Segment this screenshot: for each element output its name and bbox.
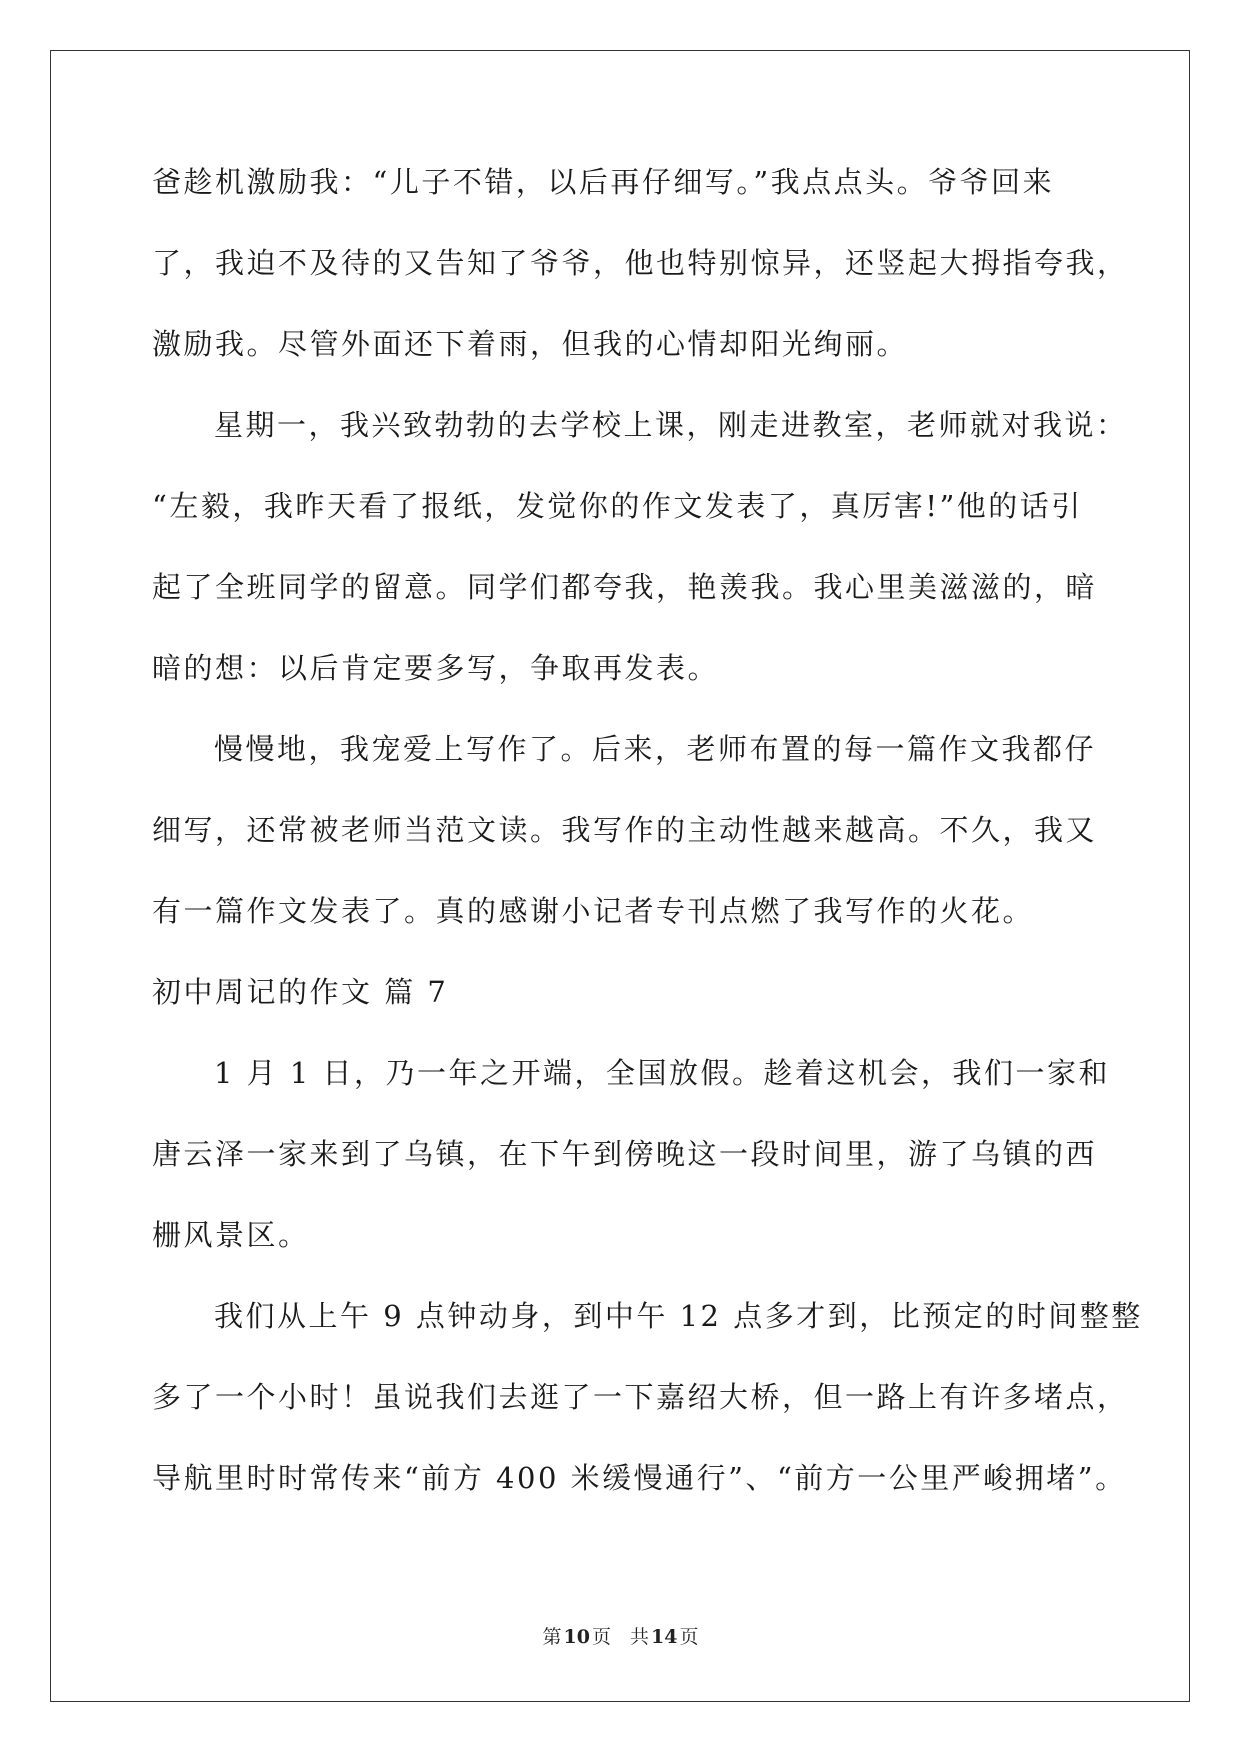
text-line: 细写，还常被老师当范文读。我写作的主动性越来越高。不久，我又 (152, 813, 1098, 847)
text-line: 有一篇作文发表了。真的感谢小记者专刊点燃了我写作的火花。 (152, 894, 1035, 928)
paragraph-start-line: 1 月 1 日，乃一年之开端，全国放假。趁着这机会，我们一家和 (214, 1056, 1111, 1090)
document-body (152, 162, 1143, 1539)
total-pages-number: 14 (651, 1626, 678, 1648)
paragraph-start-line: 星期一，我兴致勃勃的去学校上课，刚走进教室，老师就对我说： (214, 408, 1128, 442)
text-line: 导航里时时常传来“前方 400 米缓慢通行”、“前方一公里严峻拥堵”。 (152, 1461, 1127, 1495)
text-line: 爸趁机激励我：“儿子不错，以后再仔细写。”我点点头。爷爷回来 (152, 165, 1055, 199)
footer-mid: 页 共 (591, 1626, 649, 1648)
text-line: 多了一个小时！虽说我们去逛了一下嘉绍大桥，但一路上有许多堵点， (152, 1380, 1129, 1414)
text-line: 唐云泽一家来到了乌镇，在下午到傍晚这一段时间里，游了乌镇的西 (152, 1137, 1098, 1171)
section-heading: 初中周记的作文 篇 7 (152, 975, 449, 1009)
paragraph-start-line: 慢慢地，我宠爱上写作了。后来，老师布置的每一篇作文我都仔 (214, 732, 1097, 766)
page-footer (0, 1622, 1241, 1649)
text-line: 起了全班同学的留意。同学们都夸我，艳羡我。我心里美滋滋的，暗 (152, 570, 1098, 604)
text-line: 激励我。尽管外面还下着雨，但我的心情却阳光绚丽。 (152, 327, 909, 361)
paragraph-start-line: 我们从上午 9 点钟动身，到中午 12 点多才到，比预定的时间整整 (214, 1299, 1143, 1333)
text-line: 栅风景区。 (152, 1218, 310, 1252)
text-line: 暗的想：以后肯定要多写，争取再发表。 (152, 651, 720, 685)
text-line: “左毅，我昨天看了报纸，发觉你的作文发表了，真厉害!”他的话引 (152, 489, 1083, 523)
footer-prefix: 第 (542, 1626, 562, 1648)
current-page-number: 10 (563, 1626, 590, 1648)
text-line: 了，我迫不及待的又告知了爷爷，他也特别惊异，还竖起大拇指夸我， (152, 246, 1129, 280)
footer-suffix: 页 (679, 1626, 699, 1648)
